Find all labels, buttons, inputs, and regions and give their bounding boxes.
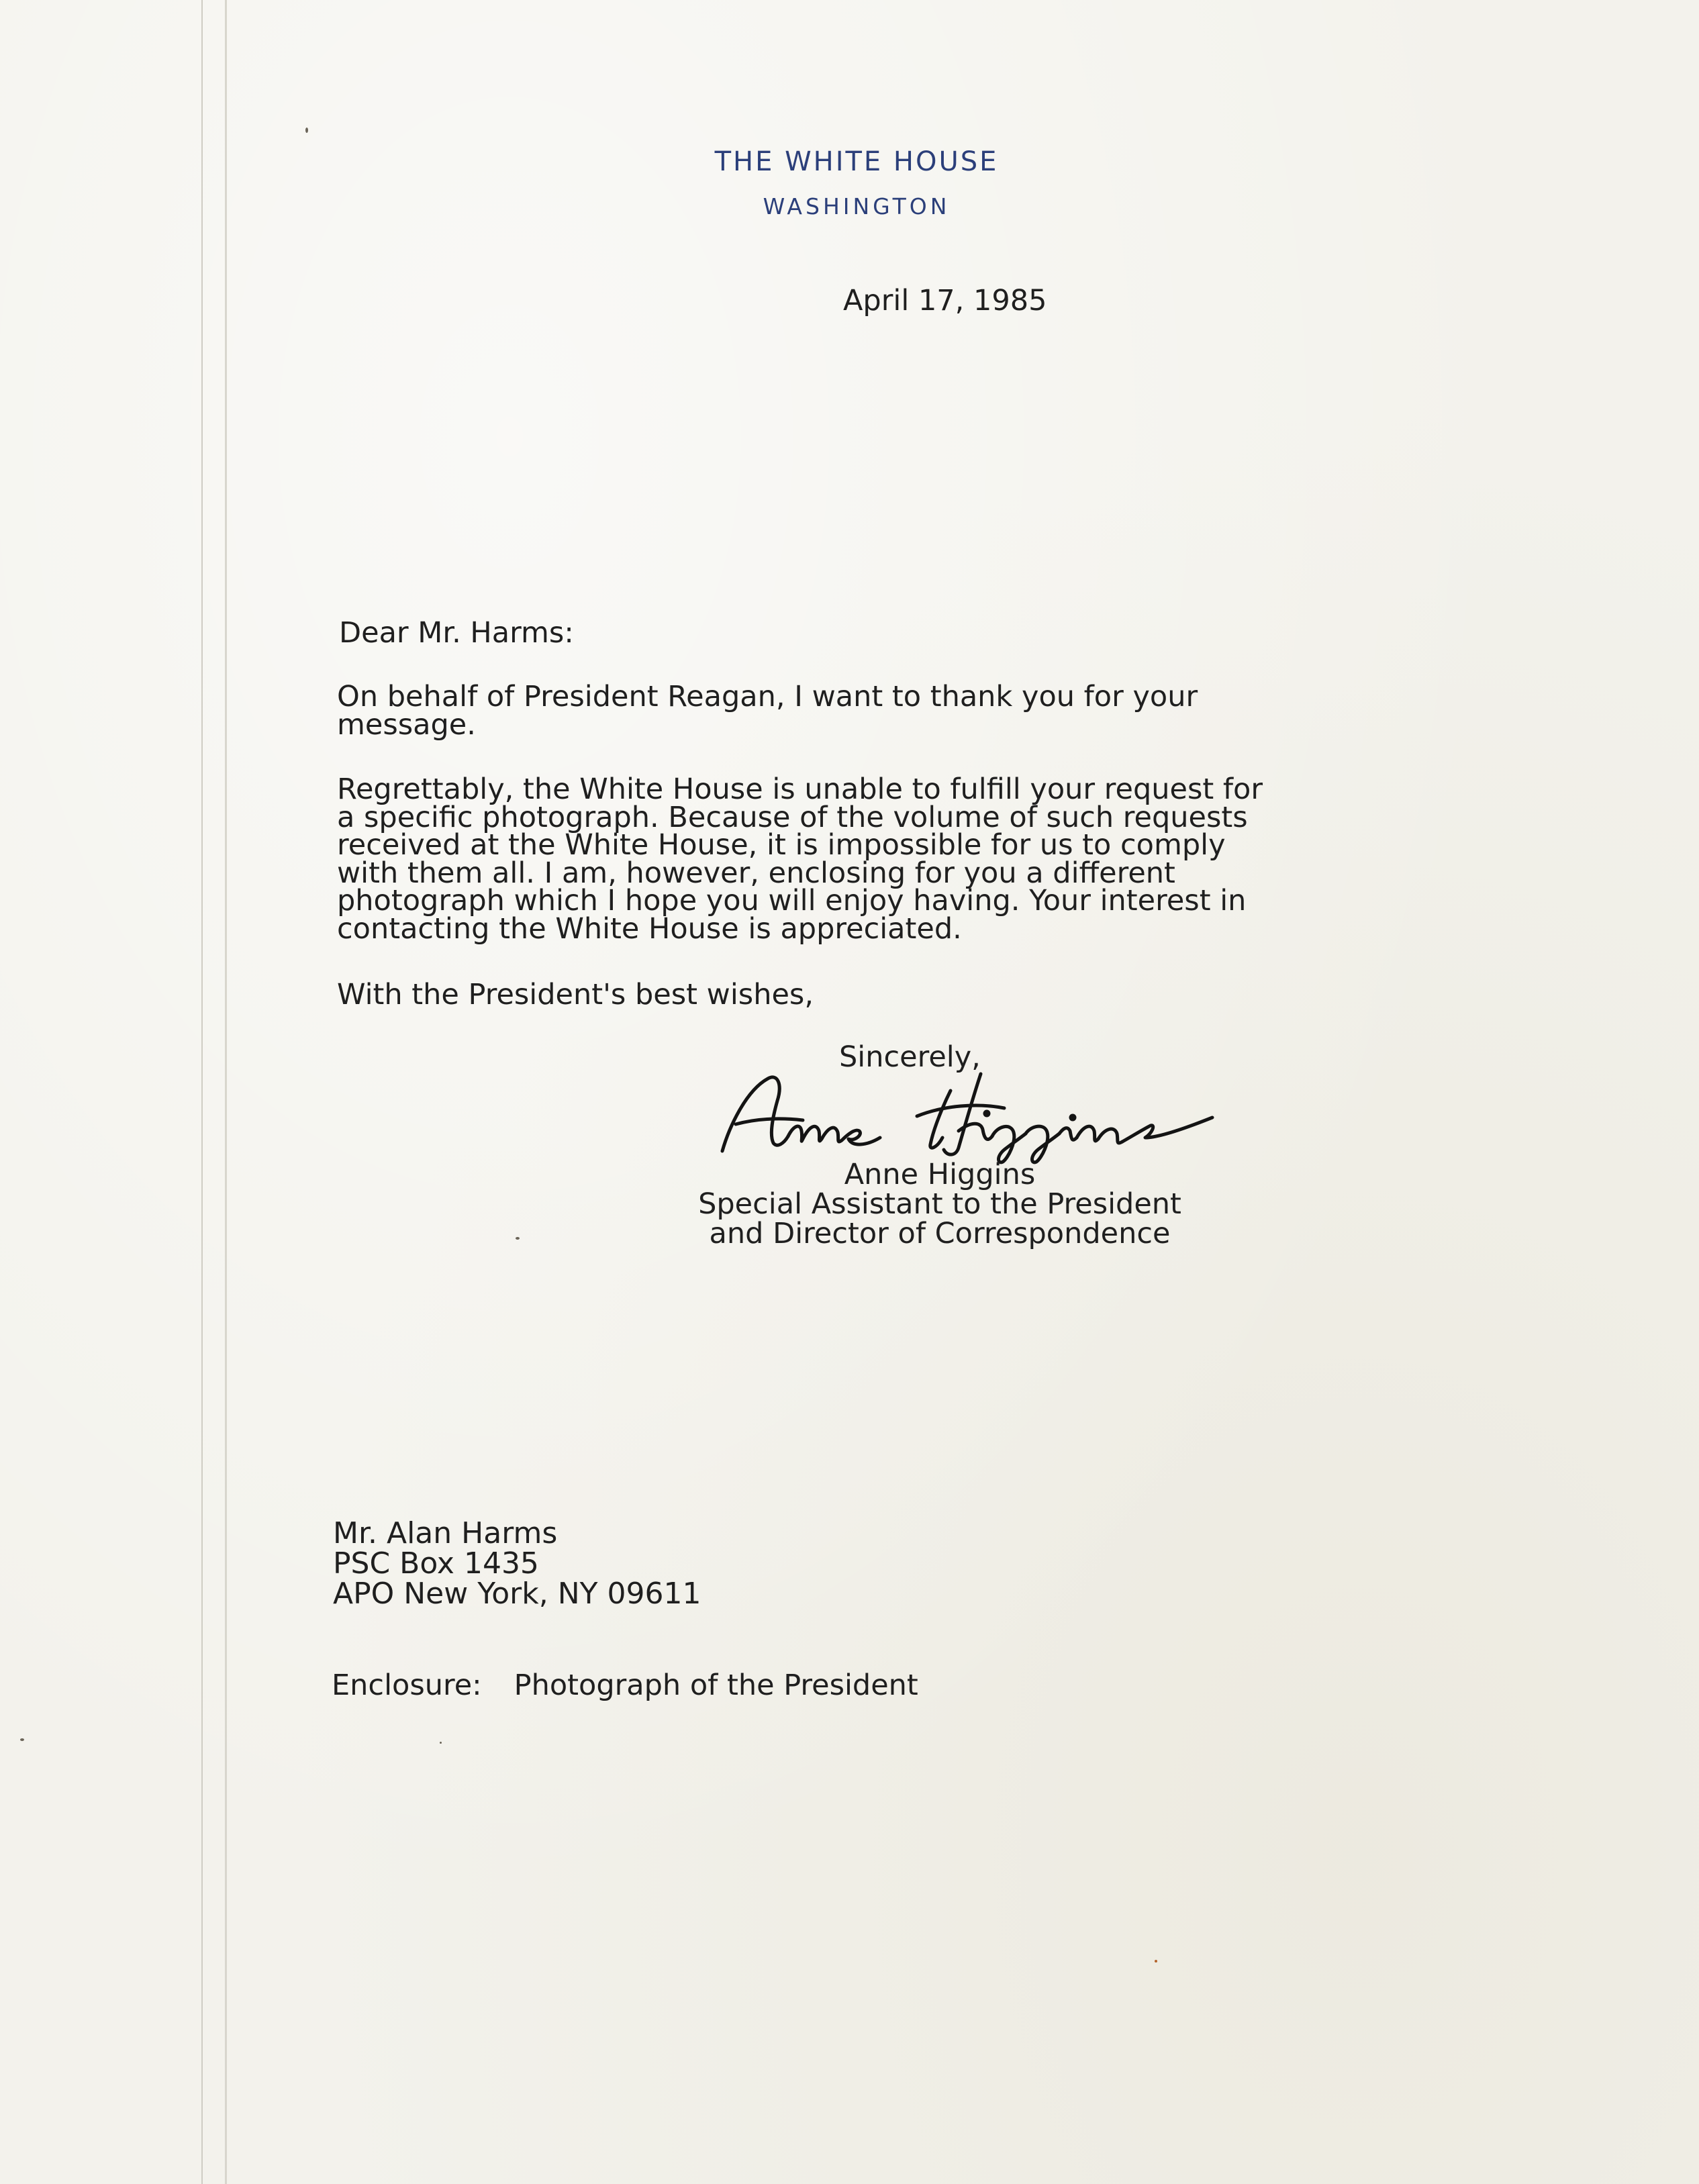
recipient-address xyxy=(333,1518,701,1609)
paragraph-line: photograph which I hope you will enjoy having. Your interest in xyxy=(337,884,1247,917)
paper-speck xyxy=(516,1237,520,1240)
body-paragraph-3 xyxy=(337,978,1411,1011)
enclosure-label: Enclosure: xyxy=(332,1669,482,1702)
address-line: Mr. Alan Harms xyxy=(333,1516,558,1550)
paragraph-line: a specific photograph. Because of the volume of such requests xyxy=(337,800,1248,834)
paper-speck xyxy=(20,1738,24,1741)
paragraph-line: contacting the White House is appreciated. xyxy=(337,911,962,946)
address-line: PSC Box 1435 xyxy=(333,1546,539,1581)
paragraph-line: with them all. I am, however, enclosing for you a different xyxy=(337,856,1175,890)
letter-date: April 17, 1985 xyxy=(843,284,1047,317)
enclosure-value: Photograph of the President xyxy=(514,1669,918,1702)
handwritten-signature xyxy=(716,1064,1236,1164)
signer-name: Anne Higgins xyxy=(844,1158,1036,1191)
letterhead-subtitle: WASHINGTON xyxy=(763,193,951,219)
paragraph-line: message. xyxy=(337,707,476,742)
paper-speck xyxy=(305,128,308,133)
body-paragraph-2 xyxy=(337,773,1411,946)
paper-speck xyxy=(1155,1960,1157,1963)
address-line: APO New York, NY 09611 xyxy=(333,1577,701,1611)
paper-margin-line xyxy=(225,0,227,2184)
signature-block xyxy=(658,1160,1222,1248)
body-paragraph-1 xyxy=(337,680,1411,742)
paper-margin-line xyxy=(201,0,203,2184)
closing: Sincerely, xyxy=(839,1040,981,1074)
enclosure-note xyxy=(332,1669,918,1702)
paragraph-line: Regrettably, the White House is unable to fulfill your request for xyxy=(337,773,1263,806)
paragraph-line: received at the White House, it is impossible for us to comply xyxy=(337,828,1226,862)
letterhead-title: THE WHITE HOUSE xyxy=(714,146,999,177)
salutation: Dear Mr. Harms: xyxy=(339,616,574,650)
paragraph-line: With the President's best wishes, xyxy=(337,978,814,1011)
signer-title-line-2: and Director of Correspondence xyxy=(709,1217,1171,1250)
paper-speck xyxy=(440,1742,442,1744)
paragraph-line: On behalf of President Reagan, I want to thank you for your xyxy=(337,680,1198,713)
signer-title-line-1: Special Assistant to the President xyxy=(698,1187,1181,1221)
